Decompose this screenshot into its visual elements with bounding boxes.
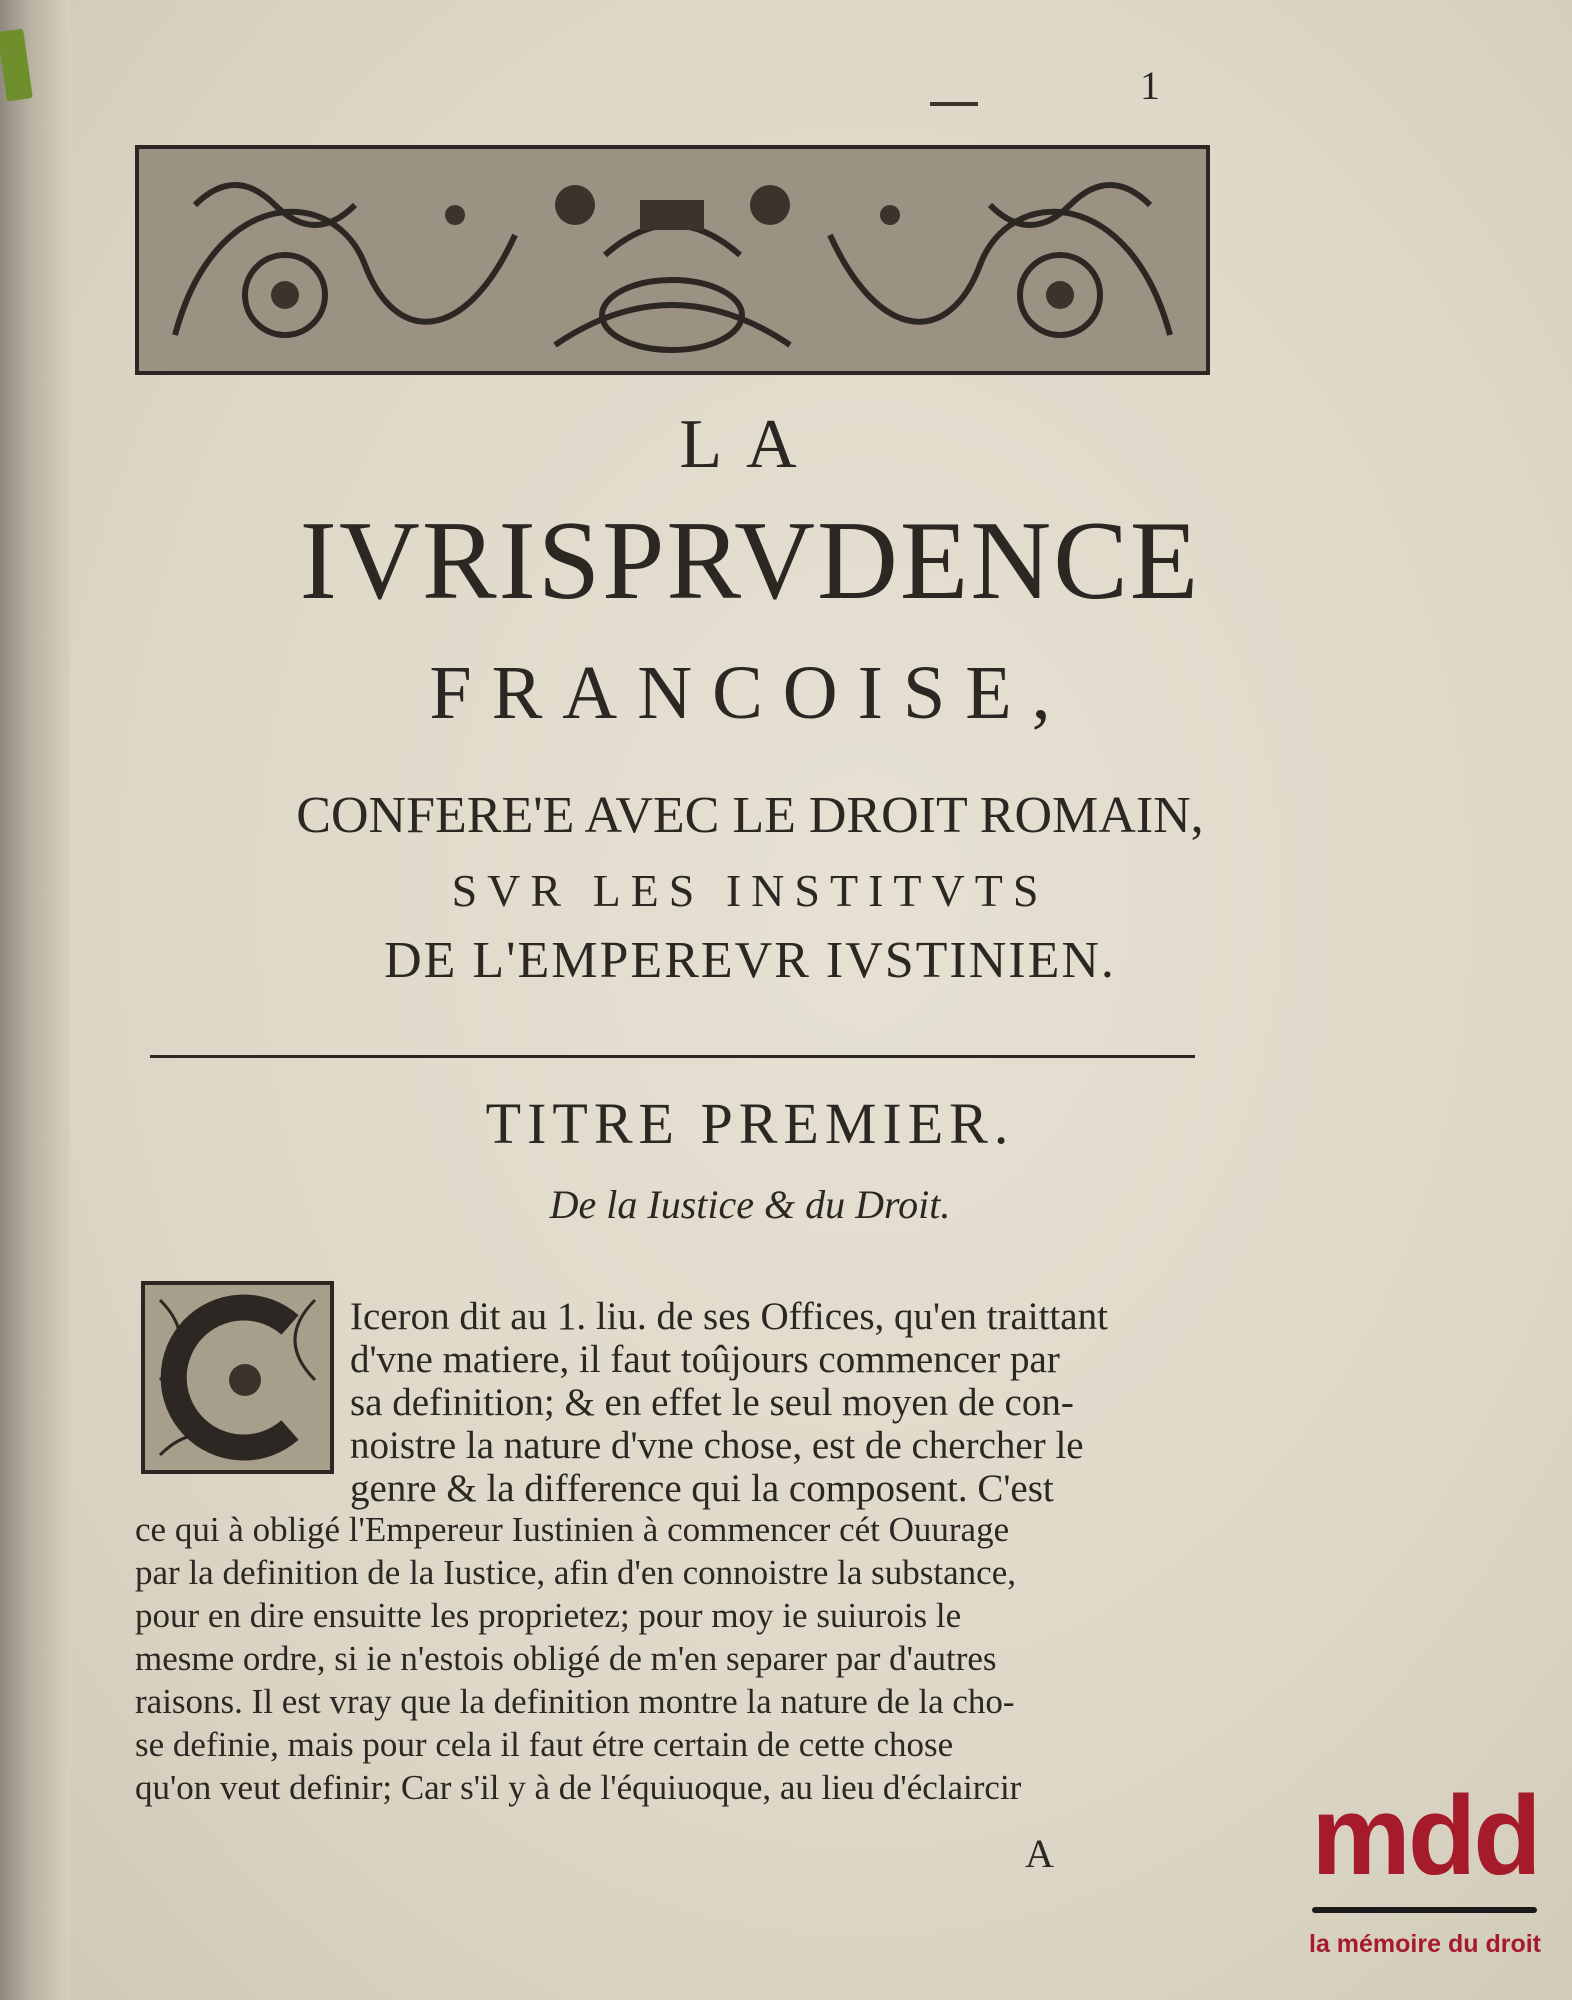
body-line: sa definition; & en effet le seul moyen de con-: [350, 1381, 1074, 1424]
body-line: genre & la difference qui la composent. C'est: [350, 1467, 1054, 1510]
binding-gutter: [0, 0, 70, 2000]
body-line: d'vne matiere, il faut toûjours commencer par: [350, 1338, 1060, 1381]
title-line-jurisprudence: IVRISPRVDENCE: [299, 499, 1201, 623]
logo-underline: [1312, 1907, 1537, 1913]
body-line: se definie, mais pour cela il faut étre certain de cette chose: [135, 1725, 954, 1764]
body-line: par la definition de la Iustice, afin d'en connoistre la substance,: [135, 1553, 1016, 1592]
ornament-dash: [930, 102, 978, 106]
title-line-francoise: FRANCOISE,: [429, 651, 1071, 735]
title-line-institutes: SVR LES INSTITVTS: [451, 865, 1049, 916]
title-line-emperor: DE L'EMPEREVR IVSTINIEN.: [384, 932, 1116, 989]
catchword-signature: A: [1025, 1831, 1054, 1876]
title-line-la: LA: [679, 406, 821, 483]
title-line-conferee: CONFERE'E AVEC LE DROIT ROMAIN,: [296, 787, 1204, 844]
body-line: qu'on veut definir; Car s'il y à de l'équiuoque, au lieu d'éclaircir: [135, 1768, 1022, 1807]
logo-wordmark: mdd: [1311, 1773, 1539, 1898]
section-subheading: De la Iustice & du Droit.: [549, 1182, 951, 1227]
body-line: raisons. Il est vray que la definition montre la nature de la cho-: [135, 1682, 1015, 1721]
body-line: ce qui à obligé l'Empereur Iustinien à commencer cét Ouurage: [135, 1510, 1010, 1549]
woodcut-headpiece: [135, 145, 1210, 375]
body-line: pour en dire ensuitte les proprietez; pour moy ie suiurois le: [135, 1596, 962, 1635]
body-line: noistre la nature d'vne chose, est de chercher le: [350, 1424, 1084, 1467]
section-heading: TITRE PREMIER.: [485, 1091, 1015, 1156]
mdd-logo: [1290, 1773, 1560, 1985]
page-number: 1: [1140, 63, 1160, 108]
body-line: mesme ordre, si ie n'estois obligé de m'en separer par d'autres: [135, 1639, 997, 1678]
logo-tagline: la mémoire du droit: [1309, 1930, 1541, 1958]
decorated-initial-c-icon: [140, 1280, 335, 1475]
body-line: Iceron dit au 1. liu. de ses Offices, qu'en traittant: [350, 1295, 1108, 1338]
title-rule: [150, 1055, 1195, 1058]
